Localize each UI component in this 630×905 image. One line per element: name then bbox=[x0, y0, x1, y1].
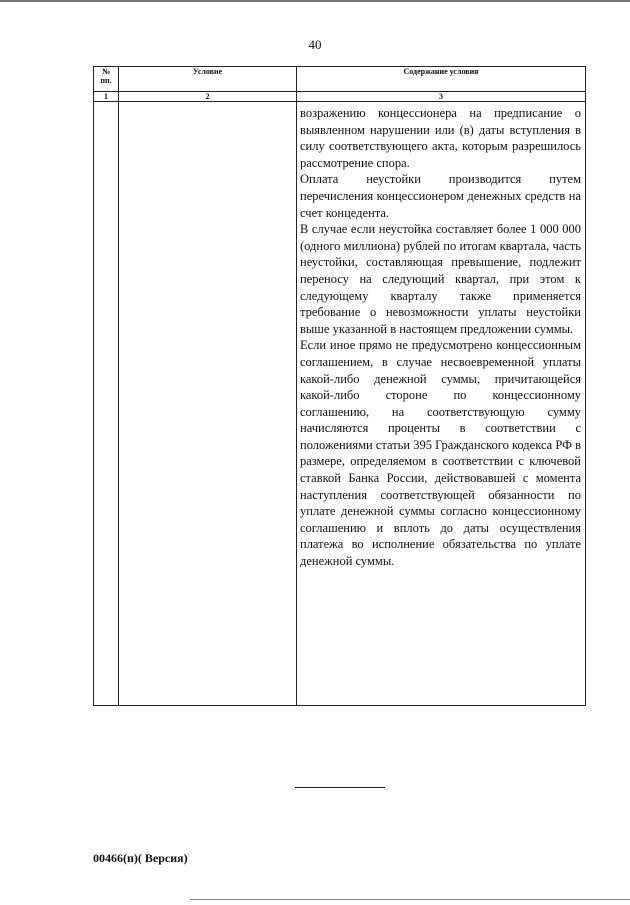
row-content-cell bbox=[297, 102, 586, 706]
content-text bbox=[297, 102, 585, 570]
content-paragraph-1: возражению концессионера на предписание о выявленном нарушении или (в) даты вступления в силу соответствующего акта, которым разрешилось рассмотрение спора. bbox=[300, 106, 581, 170]
column-number-3: 3 bbox=[297, 92, 586, 102]
content-paragraph-2: Оплата неустойки производится путем перечисления концессионером денежных средств на счет концедента. bbox=[300, 172, 581, 220]
scan-edge-top bbox=[0, 0, 630, 2]
column-number-2: 2 bbox=[119, 92, 297, 102]
header-number: № пп. bbox=[94, 67, 119, 92]
table-row bbox=[94, 102, 586, 706]
row-condition-cell bbox=[119, 102, 297, 706]
scan-edge-bottom bbox=[190, 899, 630, 900]
content-paragraph-3: В случае если неустойка составляет более 1 000 000 (одного миллиона) рублей по итогам квартала, часть неустойки, составляющая превышение, подлежит переносу на следующий квартал, при этом к следующему кварталу также применяется требование о невозможности уплаты неустойки выше указанной в настоящем предложении суммы. bbox=[300, 222, 581, 336]
header-content: Содержание условия bbox=[297, 67, 586, 92]
page-number: 40 bbox=[308, 37, 322, 52]
content-paragraph-4: Если иное прямо не предусмотрено концессионным соглашением, в случае несвоевременной уплаты какой-либо денежной суммы, причитающейся какой-либо стороне по концессионному соглашению, на соответствующую сумму начисляются проценты в соответствии с положениями статьи 395 Гражданского кодекса РФ в размере, определяемом в соответствии с ключевой ставкой Банка России, действовавшей с момента наступления соответствующей обязанности по уплате денежной суммы согласно концессионному соглашению и вплоть до даты осуществления платежа во исполнение обязательства по уплате денежной суммы. bbox=[300, 338, 581, 569]
column-numbers-row bbox=[94, 92, 586, 102]
conditions-table bbox=[93, 66, 586, 706]
header-condition: Условие bbox=[119, 67, 297, 92]
document-code: 00466(п)( Версия) bbox=[93, 851, 188, 865]
table-header-row bbox=[94, 67, 586, 92]
separator-line bbox=[295, 787, 385, 788]
column-number-1: 1 bbox=[94, 92, 119, 102]
row-number-cell bbox=[94, 102, 119, 706]
